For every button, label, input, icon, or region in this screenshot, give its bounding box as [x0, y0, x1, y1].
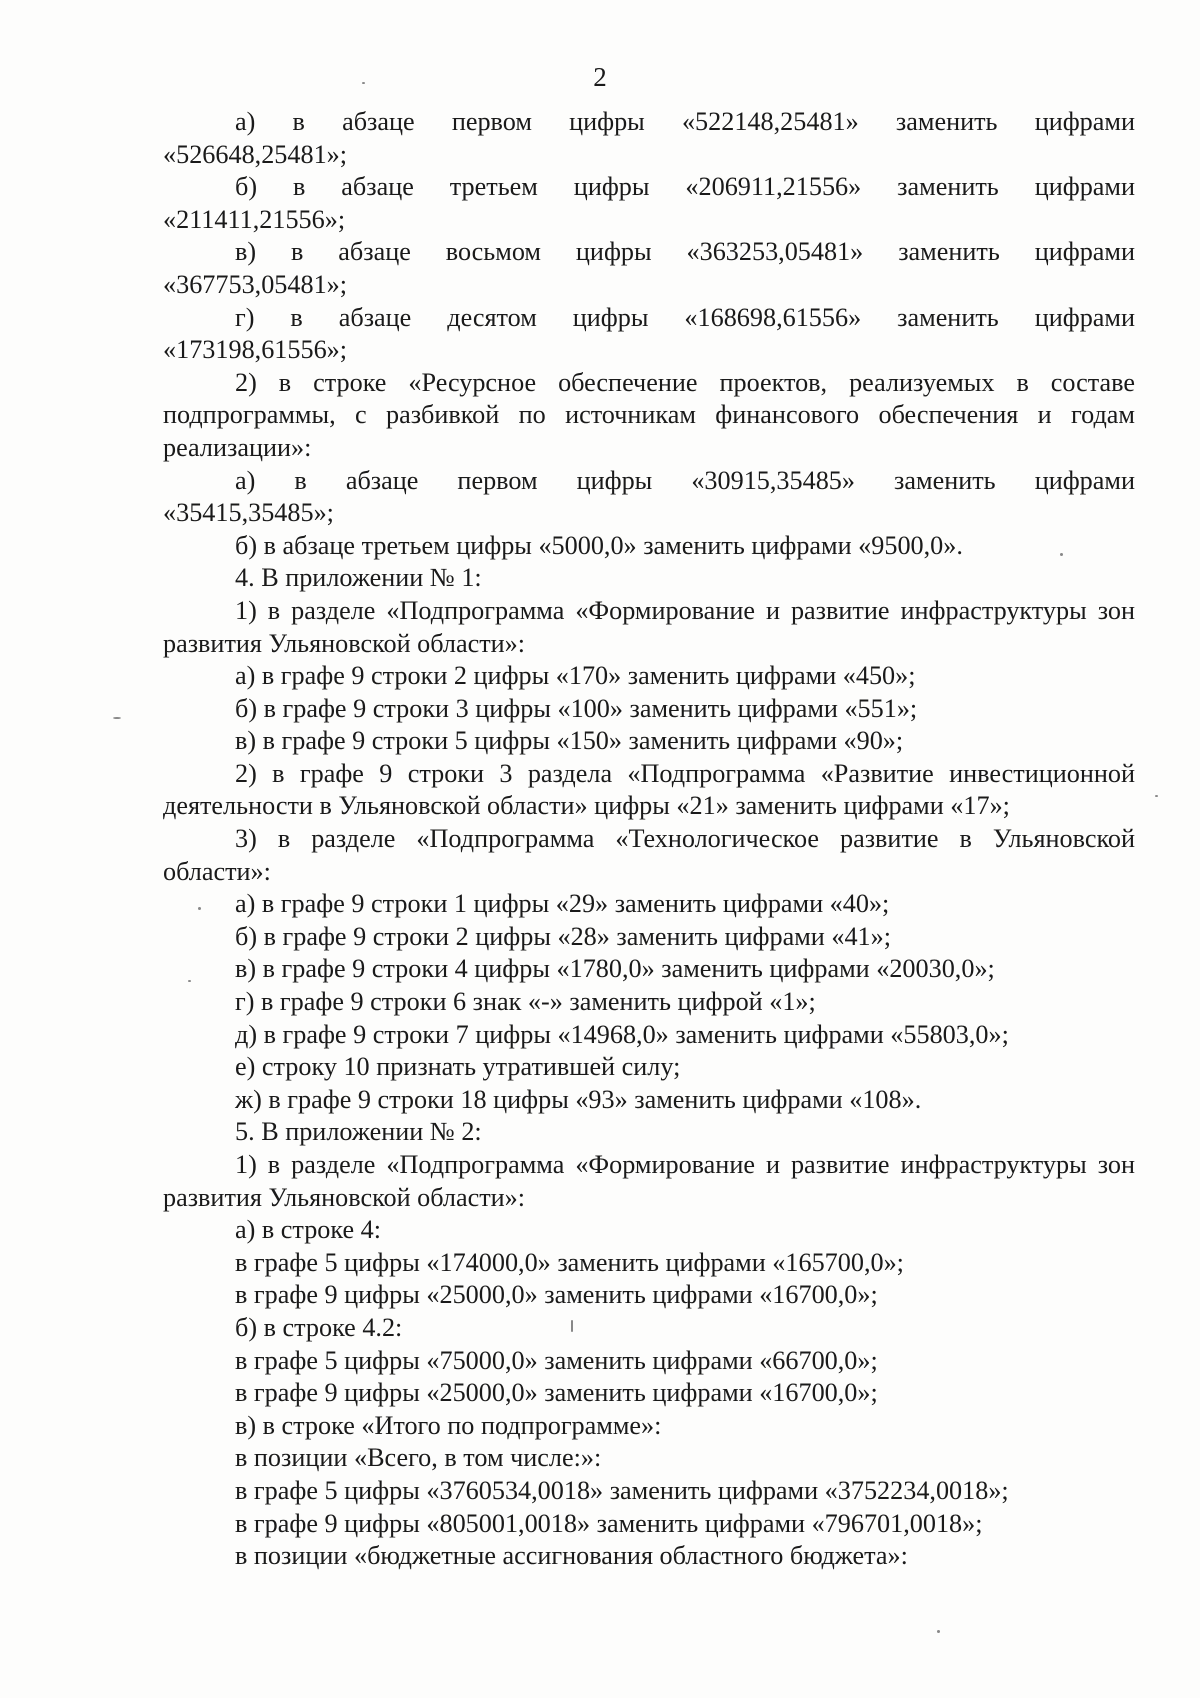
list-item: а) в графе 9 строки 2 цифры «170» заменить цифрами «450»;	[235, 661, 916, 691]
paragraph-line: «211411,21556»;	[163, 204, 346, 234]
document-body	[163, 106, 1135, 1573]
list-item: а) в строке 4:	[235, 1215, 381, 1245]
scan-speck	[937, 1630, 940, 1633]
list-item: е) строку 10 признать утратившей силу;	[235, 1052, 681, 1082]
list-item: ж) в графе 9 строки 18 цифры «93» заменить цифрами «108».	[235, 1084, 922, 1114]
list-item: б) в графе 9 строки 2 цифры «28» заменить цифрами «41»;	[235, 921, 892, 951]
paragraph: б) в абзаце третьем цифры «5000,0» заменить цифрами «9500,0».	[235, 530, 963, 560]
list-item: в графе 5 цифры «75000,0» заменить цифрами «66700,0»;	[235, 1345, 878, 1375]
list-item: в позиции «бюджетные ассигнования областного бюджета»:	[235, 1541, 908, 1571]
list-item: в) в графе 9 строки 5 цифры «150» заменить цифрами «90»;	[235, 726, 904, 756]
paragraph	[163, 106, 1135, 171]
paragraph-line: «367753,05481»;	[163, 269, 348, 299]
list-item: в графе 9 цифры «25000,0» заменить цифрами «16700,0»;	[235, 1280, 878, 1310]
list-item: г) в графе 9 строки 6 знак «-» заменить цифрой «1»;	[235, 987, 816, 1017]
list-item: в позиции «Всего, в том числе:»:	[235, 1443, 602, 1473]
paragraph-line: г) в абзаце десятом цифры «168698,61556» заменить цифрами	[235, 302, 1135, 332]
paragraph-line: «173198,61556»;	[163, 335, 348, 365]
list-item: а) в графе 9 строки 1 цифры «29» заменить цифрами «40»;	[235, 889, 890, 919]
scan-speck	[198, 907, 201, 910]
section-heading: 5. В приложении № 2:	[235, 1117, 482, 1147]
list-item: в графе 5 цифры «3760534,0018» заменить цифрами «3752234,0018»;	[235, 1475, 1009, 1505]
list-item: б) в строке 4.2:	[235, 1312, 403, 1342]
paragraph: 1) в разделе «Подпрограмма «Формирование и развитие инфраструктуры зон развития Ульяновской области»:	[163, 1150, 1135, 1212]
list-item: в графе 5 цифры «174000,0» заменить цифрами «165700,0»;	[235, 1247, 904, 1277]
paragraph-line: «35415,35485»;	[163, 498, 334, 528]
paragraph	[163, 171, 1135, 236]
paragraph-line: а) в абзаце первом цифры «30915,35485» заменить цифрами	[235, 465, 1135, 495]
paragraph: 2) в строке «Ресурсное обеспечение проектов, реализуемых в составе подпрограммы, с разбивкой по источникам финансового обеспечения и годам реализации»:	[163, 367, 1135, 462]
list-item: б) в графе 9 строки 3 цифры «100» заменить цифрами «551»;	[235, 693, 918, 723]
paragraph: 1) в разделе «Подпрограмма «Формирование и развитие инфраструктуры зон развития Ульяновской области»:	[163, 595, 1135, 658]
list-item: в) в графе 9 строки 4 цифры «1780,0» заменить цифрами «20030,0»;	[235, 954, 995, 984]
scan-speck	[362, 82, 365, 84]
section-heading: 4. В приложении № 1:	[235, 563, 482, 593]
list-item: д) в графе 9 строки 7 цифры «14968,0» заменить цифрами «55803,0»;	[235, 1019, 1009, 1049]
paragraph	[163, 236, 1135, 301]
paragraph-line: а) в абзаце первом цифры «522148,25481» заменить цифрами	[235, 107, 1135, 136]
paragraph	[163, 302, 1135, 367]
scan-speck	[1060, 553, 1063, 556]
page-number: 2	[593, 62, 607, 92]
list-item: в графе 9 цифры «25000,0» заменить цифрами «16700,0»;	[235, 1378, 878, 1408]
paragraph: 3) в разделе «Подпрограмма «Технологическое развитие в Ульяновской области»:	[163, 824, 1135, 886]
scan-speck	[188, 980, 191, 982]
list-item: в графе 9 цифры «805001,0018» заменить цифрами «796701,0018»;	[235, 1508, 983, 1538]
paragraph: 2) в графе 9 строки 3 раздела «Подпрограмма «Развитие инвестиционной деятельности в Ульяновской области» цифры «21» заменить цифрами «17»;	[163, 758, 1135, 821]
scan-speck	[1155, 795, 1158, 797]
paragraph-line: в) в абзаце восьмом цифры «363253,05481» заменить цифрами	[235, 237, 1135, 267]
scan-speck	[571, 1320, 573, 1332]
paragraph	[163, 465, 1135, 530]
list-item: в) в строке «Итого по подпрограмме»:	[235, 1410, 662, 1440]
paragraph-line: б) в абзаце третьем цифры «206911,21556» заменить цифрами	[235, 172, 1135, 202]
scan-speck	[113, 717, 121, 719]
paragraph-line: «526648,25481»;	[163, 139, 348, 169]
